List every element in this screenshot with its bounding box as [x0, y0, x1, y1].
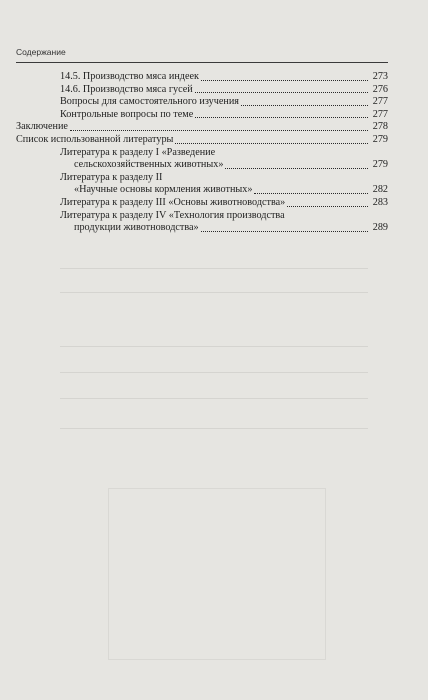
toc-entry-page: 278 [372, 121, 388, 133]
toc-leader-dots [195, 117, 368, 118]
toc-entry[interactable] [16, 71, 388, 84]
toc-entry-page: 276 [372, 83, 388, 95]
toc-entry-page: 283 [372, 196, 388, 208]
toc-entry[interactable] [16, 96, 388, 109]
toc-entry-title-line-2: сельскохозяйственных животных» [74, 159, 224, 171]
show-through-line [60, 428, 368, 429]
toc-entry-page: 279 [372, 133, 388, 145]
toc-entry[interactable] [16, 84, 388, 97]
running-header [16, 42, 388, 63]
toc-entry-title: Список использованной литературы [16, 133, 174, 145]
toc-leader-dots [225, 168, 368, 169]
toc-leader-dots [254, 193, 368, 194]
toc-entry-page: 289 [372, 222, 388, 234]
toc-entry-page: 279 [372, 159, 388, 171]
toc-entry-title: 14.6. Производство мяса гусей [60, 83, 193, 95]
toc-entry-title: Заключение [16, 121, 68, 133]
toc-entry-title: 14.5. Производство мяса индеек [60, 71, 199, 82]
toc-leader-dots [241, 105, 368, 106]
toc-leader-dots [70, 130, 368, 131]
table-of-contents [16, 71, 388, 235]
toc-entry-title: Вопросы для самостоятельного изучения [60, 96, 239, 108]
toc-entry[interactable] [16, 210, 388, 235]
toc-leader-dots [287, 206, 368, 207]
toc-entry-page: 277 [372, 108, 388, 120]
toc-entry-title-line-2: «Научные основы кормления животных» [74, 184, 253, 196]
show-through-line [60, 292, 368, 293]
toc-entry[interactable] [16, 147, 388, 172]
toc-entry-page: 277 [372, 96, 388, 108]
toc-leader-dots [175, 143, 368, 144]
toc-entry[interactable] [16, 121, 388, 134]
toc-entry-page: 273 [372, 71, 388, 82]
toc-leader-dots [195, 92, 368, 93]
show-through-line [60, 372, 368, 373]
toc-entry-title: Литература к разделу III «Основы животноводства» [60, 196, 286, 208]
toc-entry-title-line-1: Литература к разделу II [60, 171, 163, 183]
toc-leader-dots [201, 231, 368, 232]
toc-leader-dots [201, 80, 368, 81]
show-through-frame [108, 488, 326, 660]
toc-entry[interactable] [16, 109, 388, 122]
show-through-line [60, 268, 368, 269]
running-header-title: Содержание [16, 47, 66, 57]
toc-entry[interactable] [16, 197, 388, 210]
show-through-line [60, 398, 368, 399]
toc-entry-title-line-1: Литература к разделу I «Разведение [60, 146, 216, 158]
toc-entry-title-line-2: продукции животноводства» [74, 222, 199, 234]
toc-entry-title-line-1: Литература к разделу IV «Технология производства [60, 209, 285, 221]
toc-entry-page: 282 [372, 184, 388, 196]
toc-entry-title: Контрольные вопросы по теме [60, 108, 194, 120]
toc-entry[interactable] [16, 172, 388, 197]
toc-entry[interactable] [16, 134, 388, 147]
show-through-line [60, 346, 368, 347]
